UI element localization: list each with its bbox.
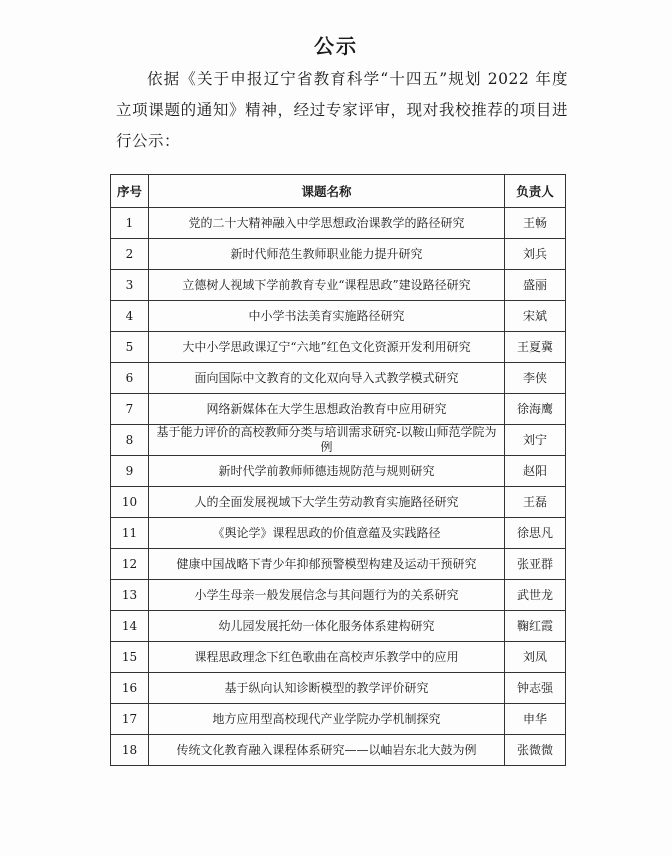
table-row bbox=[111, 735, 566, 766]
table-row bbox=[111, 580, 566, 611]
table-row bbox=[111, 270, 566, 301]
project-table bbox=[110, 174, 566, 766]
row-title: 大中小学思政课辽宁“六地”红色文化资源开发利用研究 bbox=[149, 332, 505, 363]
row-owner: 王畅 bbox=[505, 208, 566, 239]
table-row bbox=[111, 518, 566, 549]
row-title: 基于能力评价的高校教师分类与培训需求研究-以鞍山师范学院为例 bbox=[149, 425, 505, 456]
row-title: 基于纵向认知诊断模型的教学评价研究 bbox=[149, 673, 505, 704]
row-owner: 刘兵 bbox=[505, 239, 566, 270]
row-no: 12 bbox=[111, 549, 149, 580]
row-no: 14 bbox=[111, 611, 149, 642]
table-header-row bbox=[111, 175, 566, 208]
row-title: 地方应用型高校现代产业学院办学机制探究 bbox=[149, 704, 505, 735]
row-no: 8 bbox=[111, 425, 149, 456]
row-no: 17 bbox=[111, 704, 149, 735]
row-title: 面向国际中文教育的文化双向导入式教学模式研究 bbox=[149, 363, 505, 394]
row-title: 幼儿园发展托幼一体化服务体系建构研究 bbox=[149, 611, 505, 642]
row-no: 5 bbox=[111, 332, 149, 363]
row-owner: 申华 bbox=[505, 704, 566, 735]
row-owner: 徐海鹰 bbox=[505, 394, 566, 425]
row-owner: 张微微 bbox=[505, 735, 566, 766]
row-title: 网络新媒体在大学生思想政治教育中应用研究 bbox=[149, 394, 505, 425]
row-owner: 盛丽 bbox=[505, 270, 566, 301]
row-owner: 刘凤 bbox=[505, 642, 566, 673]
row-title: 新时代学前教师师德违规防范与规则研究 bbox=[149, 456, 505, 487]
row-no: 11 bbox=[111, 518, 149, 549]
table-row bbox=[111, 549, 566, 580]
table-row bbox=[111, 332, 566, 363]
row-owner: 王夏冀 bbox=[505, 332, 566, 363]
row-no: 2 bbox=[111, 239, 149, 270]
table-row bbox=[111, 642, 566, 673]
row-title: 课程思政理念下红色歌曲在高校声乐教学中的应用 bbox=[149, 642, 505, 673]
table-row bbox=[111, 425, 566, 456]
row-title: 新时代师范生教师职业能力提升研究 bbox=[149, 239, 505, 270]
table-row bbox=[111, 704, 566, 735]
row-owner: 钟志强 bbox=[505, 673, 566, 704]
table-row bbox=[111, 456, 566, 487]
intro-paragraph: 依据《关于申报辽宁省教育科学“十四五”规划 2022 年度立项课题的通知》精神，经过专家评审，现对我校推荐的项目进行公示： bbox=[116, 70, 568, 150]
table-row bbox=[111, 394, 566, 425]
row-title: 党的二十大精神融入中学思想政治课教学的路径研究 bbox=[149, 208, 505, 239]
row-no: 18 bbox=[111, 735, 149, 766]
table-row bbox=[111, 673, 566, 704]
row-no: 3 bbox=[111, 270, 149, 301]
row-no: 16 bbox=[111, 673, 149, 704]
table-row bbox=[111, 611, 566, 642]
row-owner: 鞠红霞 bbox=[505, 611, 566, 642]
table-row bbox=[111, 239, 566, 270]
row-owner: 武世龙 bbox=[505, 580, 566, 611]
table-row bbox=[111, 208, 566, 239]
row-no: 15 bbox=[111, 642, 149, 673]
row-owner: 张亚群 bbox=[505, 549, 566, 580]
table-row bbox=[111, 487, 566, 518]
row-no: 9 bbox=[111, 456, 149, 487]
row-title: 人的全面发展视域下大学生劳动教育实施路径研究 bbox=[149, 487, 505, 518]
row-title: 《舆论学》课程思政的价值意蕴及实践路径 bbox=[149, 518, 505, 549]
header-title: 课题名称 bbox=[149, 175, 505, 208]
row-no: 1 bbox=[111, 208, 149, 239]
row-owner: 徐思凡 bbox=[505, 518, 566, 549]
row-title: 立德树人视域下学前教育专业“课程思政”建设路径研究 bbox=[149, 270, 505, 301]
table-row bbox=[111, 301, 566, 332]
row-no: 6 bbox=[111, 363, 149, 394]
row-no: 10 bbox=[111, 487, 149, 518]
row-owner: 宋斌 bbox=[505, 301, 566, 332]
row-title: 中小学书法美育实施路径研究 bbox=[149, 301, 505, 332]
row-title: 小学生母亲一般发展信念与其问题行为的关系研究 bbox=[149, 580, 505, 611]
row-no: 4 bbox=[111, 301, 149, 332]
row-owner: 王磊 bbox=[505, 487, 566, 518]
row-no: 13 bbox=[111, 580, 149, 611]
row-owner: 刘宁 bbox=[505, 425, 566, 456]
row-title: 健康中国战略下青少年抑郁预警模型构建及运动干预研究 bbox=[149, 549, 505, 580]
row-title: 传统文化教育融入课程体系研究——以岫岩东北大鼓为例 bbox=[149, 735, 505, 766]
document-title: 公示 bbox=[314, 34, 358, 58]
row-owner: 李侠 bbox=[505, 363, 566, 394]
table-row bbox=[111, 363, 566, 394]
row-no: 7 bbox=[111, 394, 149, 425]
header-no: 序号 bbox=[111, 175, 149, 208]
header-owner: 负责人 bbox=[505, 175, 566, 208]
row-owner: 赵阳 bbox=[505, 456, 566, 487]
